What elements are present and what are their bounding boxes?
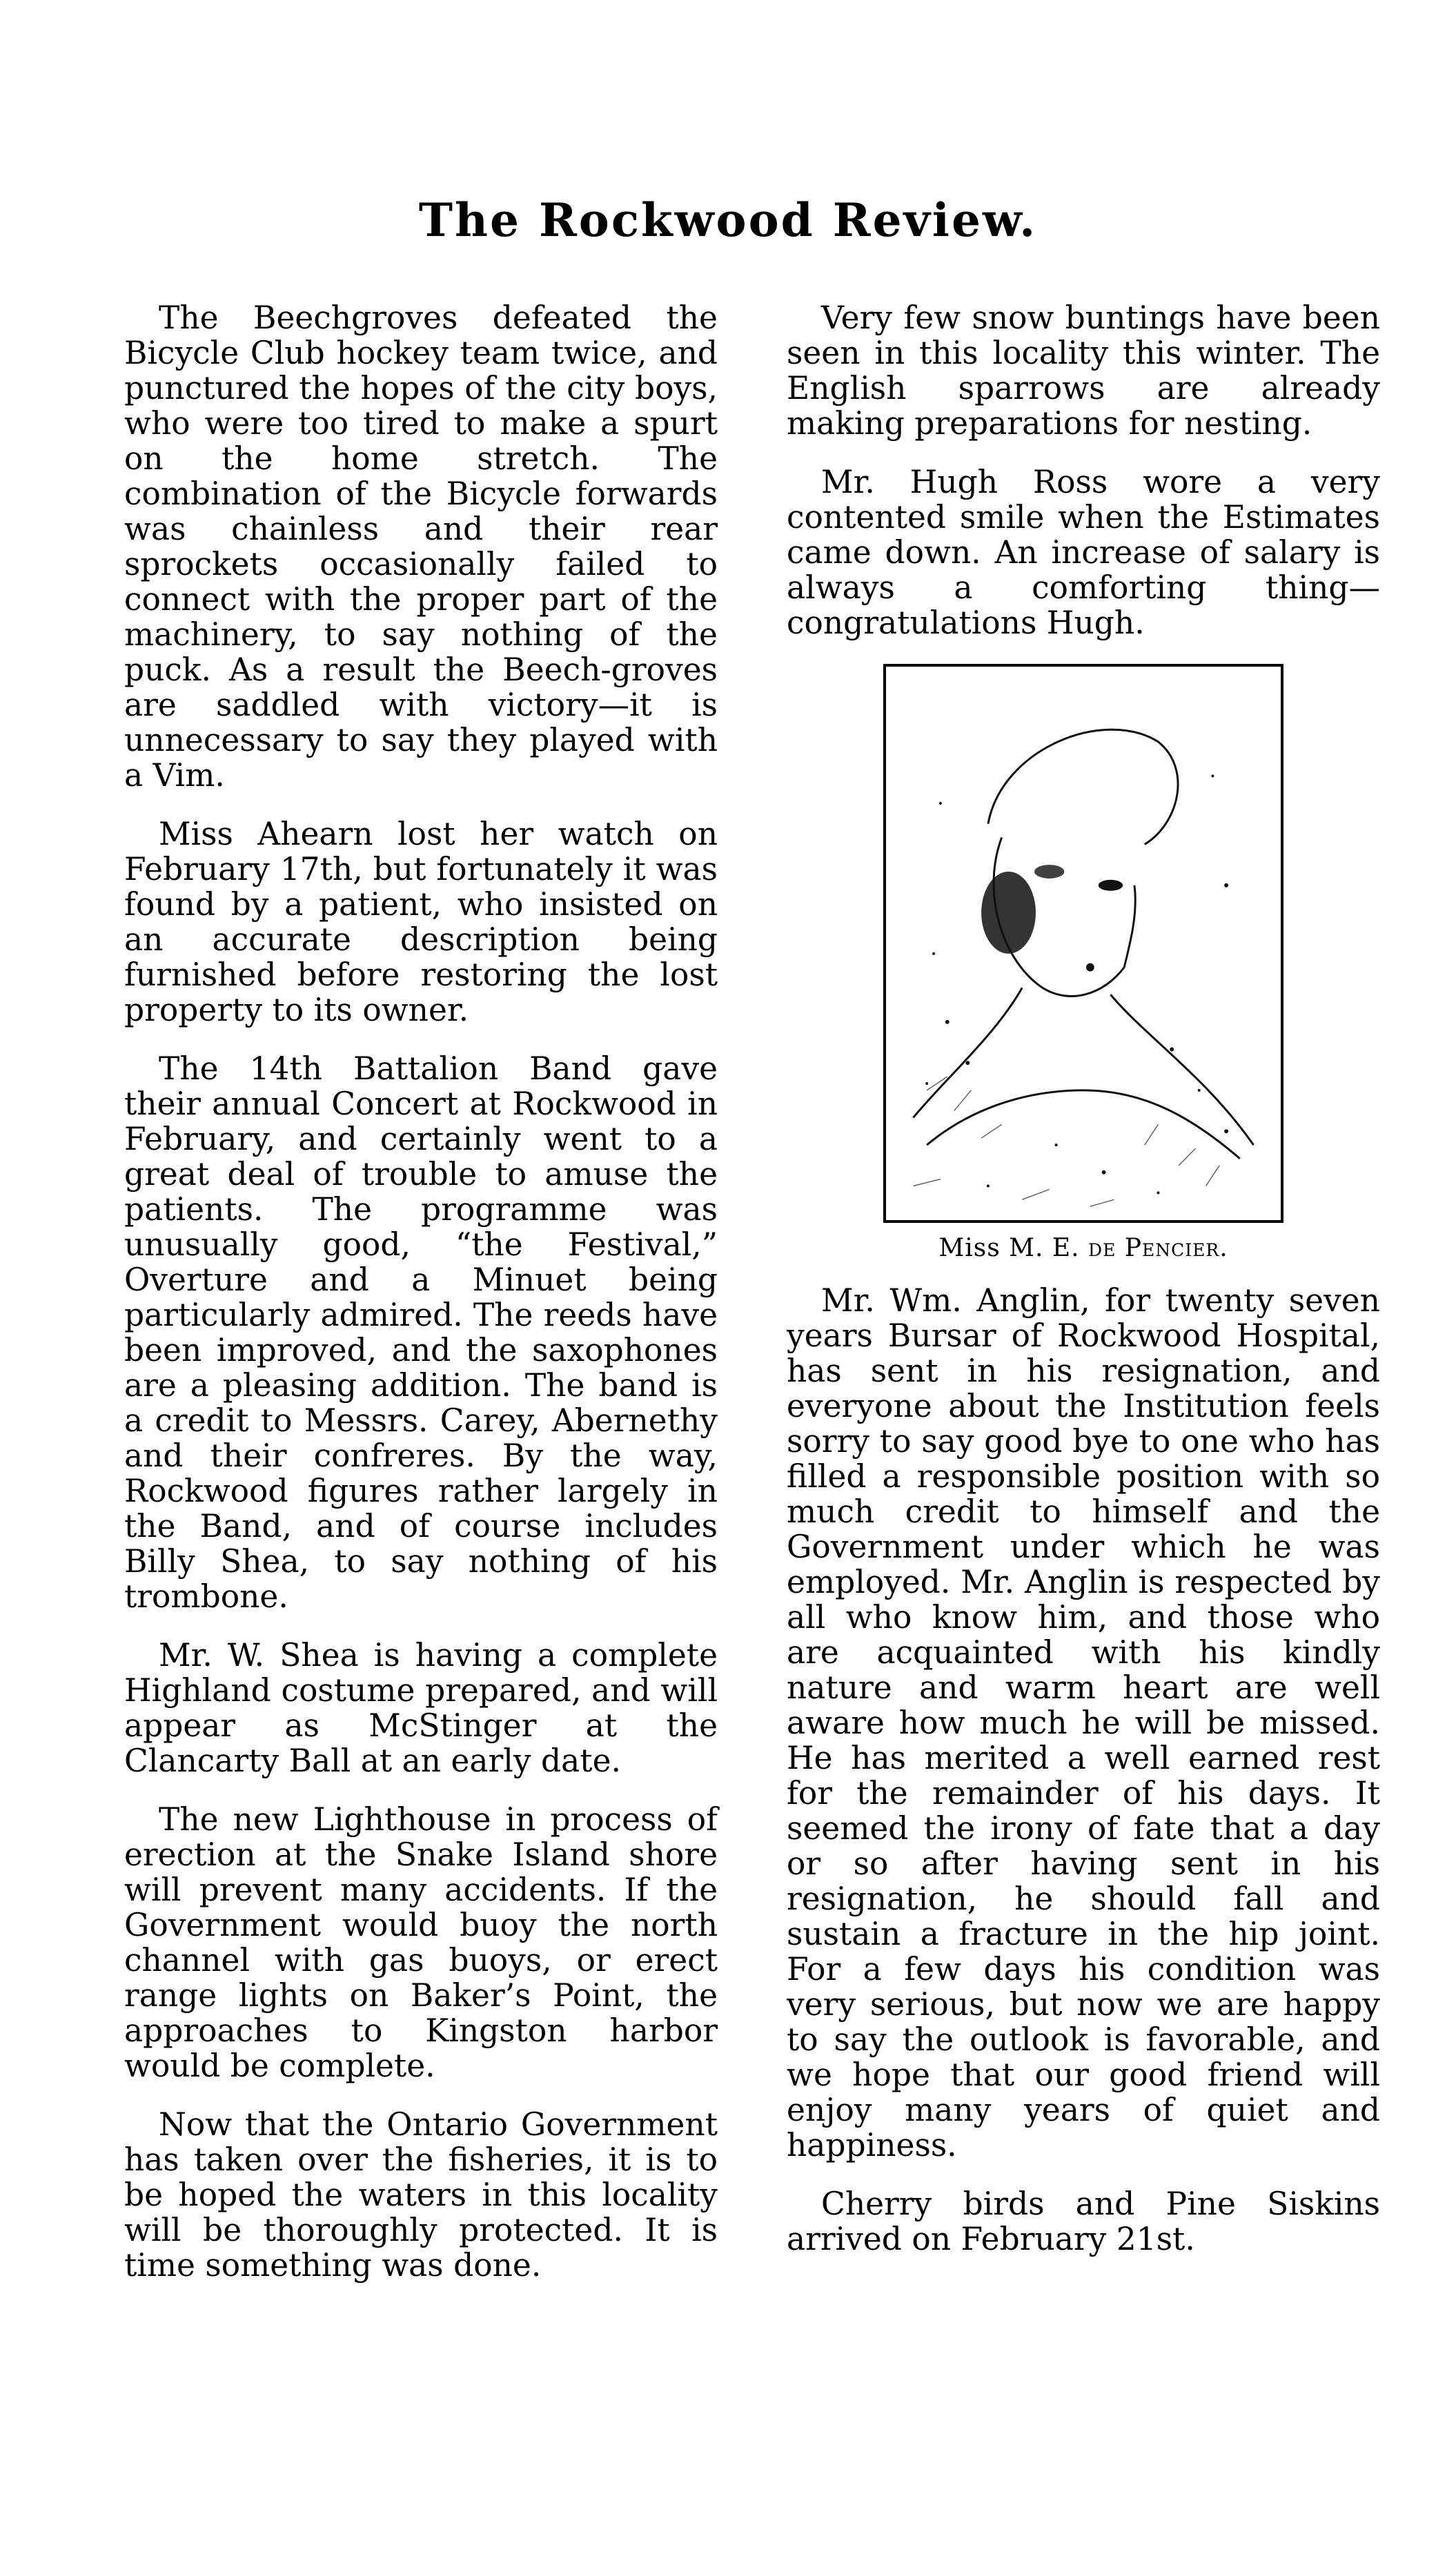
portrait-caption-prefix: Miss M. E. bbox=[938, 1234, 1089, 1262]
paragraph-cherry-birds: Cherry birds and Pine Siskins arrived on February 21st. bbox=[787, 2186, 1380, 2257]
paragraph-watch: Miss Ahearn lost her watch on February 17th, but fortunately it was found by a patient, who insisted on an accurate description being furnished before restoring the lost property to its owner. bbox=[124, 816, 718, 1028]
portrait-engraving bbox=[886, 667, 1281, 1220]
portrait-caption-name: de Pencier. bbox=[1088, 1234, 1228, 1262]
masthead-title: The Rockwood Review. bbox=[418, 193, 1038, 247]
paragraph-hugh-ross: Mr. Hugh Ross wore a very contented smile when the Estimates came down. An increase of salary is always a comforting thing—congratulations Hugh. bbox=[787, 464, 1380, 641]
paragraph-hockey: The Beechgroves defeated the Bicycle Club hockey team twice, and punctured the hopes of the city boys, who were too tired to make a spurt on the home stretch. The combination of the Bicycle forwards was chainless and their rear sprockets occasionally failed to connect with the proper part of the machinery, to say nothing of the puck. As a result the Beech-groves are saddled with victory—it is unnecessary to say they played with a Vim. bbox=[124, 300, 718, 794]
paragraph-anglin: Mr. Wm. Anglin, for twenty seven years Bursar of Rockwood Hospital, has sent in his resignation, and everyone about the Institution feels sorry to say good bye to one who has filled a responsible position with so much credit to himself and the Government under which he was employed. Mr. Anglin is respected by all who know him, and those who are acquainted with his kindly nature and warm heart are well aware how much he will be missed. He has merited a well earned rest for the remainder of his days. It seemed the irony of fate that a day or so after having sent in his resignation, he should fall and sustain a fracture in the hip joint. For a few days his condition was very serious, but now we are happy to say the outlook is favorable, and we hope that our good friend will enjoy many years of quiet and happiness. bbox=[787, 1282, 1380, 2163]
paragraph-fisheries: Now that the Ontario Government has taken over the fisheries, it is to be hoped the waters in this locality will be thoroughly protected. It is time something was done. bbox=[124, 2106, 718, 2284]
paragraph-snow-buntings: Very few snow buntings have been seen in this locality this winter. The English sparrows are already making preparations for nesting. bbox=[787, 300, 1380, 442]
paragraph-lighthouse: The new Lighthouse in process of erection at the Snake Island shore will prevent many accidents. If the Government would buoy the north channel with gas buoys, or erect range lights on Baker’s Point, the approaches to Kingston harbor would be complete. bbox=[124, 1801, 718, 2084]
left-column bbox=[124, 300, 718, 2306]
portrait-figure bbox=[787, 664, 1380, 1262]
portrait-caption bbox=[787, 1234, 1380, 1262]
right-column bbox=[787, 300, 1380, 2280]
portrait-image bbox=[883, 664, 1283, 1223]
paragraph-highland-costume: Mr. W. Shea is having a complete Highland costume prepared, and will appear as McStinger at the Clancarty Ball at an early date. bbox=[124, 1637, 718, 1779]
paragraph-band-concert: The 14th Battalion Band gave their annual Concert at Rockwood in February, and certainly went to a great deal of trouble to amuse the patients. The programme was unusually good, “the Festival,” Overture and a Minuet being particularly admired. The reeds have been improved, and the saxophones are a pleasing addition. The band is a credit to Messrs. Carey, Abernethy and their confreres. By the way, Rockwood figures rather largely in the Band, and of course includes Billy Shea, to say nothing of his trombone. bbox=[124, 1050, 718, 1615]
